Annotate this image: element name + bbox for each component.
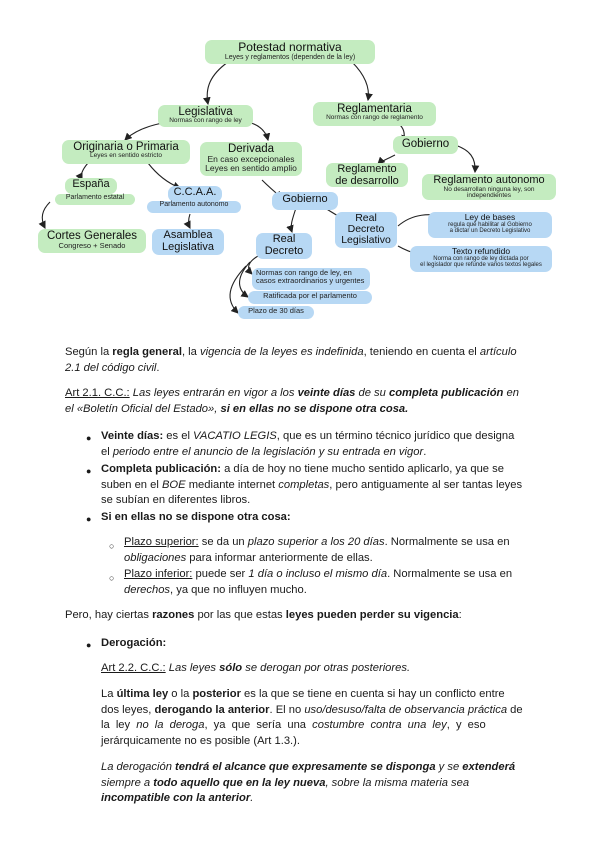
texto-refundido-sub1: Norma con rango de ley dictada por <box>433 255 529 262</box>
sub-bullet-plazo-inferior <box>124 567 560 598</box>
art-2-2-reference: Art 2.2. C.C.: <box>101 662 166 674</box>
p5-f: dos leyes, <box>101 703 155 716</box>
sub-bullet-plazo-superior <box>124 535 560 566</box>
p1-c: , la <box>181 346 200 358</box>
reglamento-autonomo-title: Reglamento autonomo <box>433 174 545 186</box>
ley-bases-sub1: regula qué habilitar al Gobierno <box>448 221 532 228</box>
originaria-sub: Leyes en sentido estricto <box>90 152 162 160</box>
p2-a: Las leyes entrarán en vigor a los <box>129 387 298 399</box>
p5-l: no la deroga <box>136 719 205 732</box>
p2-d: completa publicación <box>388 387 504 399</box>
paragraph-art-2-1 <box>65 386 560 417</box>
potestad-title: Potestad normativa <box>238 40 342 54</box>
rdl-line1: Real <box>355 212 377 224</box>
node-gobierno-derivada <box>272 192 338 210</box>
reglamento-autonomo-sub1: No desarrollan ninguna ley, son <box>443 185 535 193</box>
p3-b: razones <box>152 609 195 621</box>
gobierno-der-title: Gobierno <box>282 193 328 205</box>
cortes-title: Cortes Generales <box>46 230 138 242</box>
p1-h: . <box>156 361 160 374</box>
s2-d: . Normalmente se usa en <box>387 568 513 580</box>
p1-g: 2.1 del código civil <box>65 361 157 374</box>
node-originaria <box>62 140 190 164</box>
b1-g: . <box>423 445 427 458</box>
asamblea-line1: Asamblea <box>163 229 213 241</box>
arrow-originaria-ccaa <box>148 163 180 188</box>
derivada-sub1: En caso excepcionales <box>207 154 295 165</box>
bullet-dot: ● <box>86 640 92 650</box>
b1-a: Veinte días: <box>101 430 164 442</box>
node-cortes-generales <box>38 229 146 253</box>
derivada-title: Derivada <box>227 143 275 155</box>
b2-d: BOE <box>161 478 186 491</box>
p6-h: incompatible con la anterior <box>101 792 251 805</box>
b2-f: completas <box>278 478 330 491</box>
rd-nota3: Plazo de 30 días <box>248 306 304 315</box>
p2-e: en <box>503 387 519 399</box>
node-reglamentaria <box>313 102 436 126</box>
node-reglamento-desarrollo <box>326 163 408 187</box>
p2-f: el «Boletín Oficial del Estado», <box>65 402 221 415</box>
reglamento-desarrollo-line2: de desarrollo <box>335 174 399 187</box>
arrow-ccaa-asamblea <box>189 214 191 228</box>
p6-g: , sobre la misma materia sea <box>325 776 470 789</box>
arrow-espana-cortes <box>42 202 50 228</box>
node-rd-ratificada <box>248 291 372 304</box>
p6-c: y se <box>435 761 463 773</box>
node-ccaa <box>168 186 222 202</box>
p6-a: La derogación <box>101 761 176 773</box>
paragraph-razones <box>65 608 560 624</box>
s1-b: se da un <box>198 536 248 548</box>
rdl-line2: Decreto <box>347 223 385 236</box>
rd-nota1-line2: casos extraordinarios y urgentes <box>256 275 365 285</box>
p5-e: es la que se tiene en cuenta si hay un conflicto entre <box>240 688 505 700</box>
p5-h: . El no <box>269 703 305 716</box>
arrow-gobierno-realdecreto <box>291 208 296 232</box>
p5-a: La <box>101 688 117 700</box>
ley-bases-title: Ley de bases <box>464 212 516 222</box>
ccaa-sub: Parlamento autonomo <box>159 201 229 208</box>
node-rd-plazo <box>238 306 314 319</box>
p6-d: extenderá <box>462 761 516 773</box>
s2-f: , ya que no influyen mucho. <box>170 583 307 596</box>
node-ley-de-bases <box>428 212 552 238</box>
b2-h: se subían en diferentes libros. <box>101 494 251 507</box>
arrow-root-reglamentaria <box>352 62 368 100</box>
p6-b: tendrá el alcance que expresamente se disponga <box>175 761 436 773</box>
rdl-line3: Legislativo <box>341 234 391 247</box>
p5-k: la ley <box>101 719 137 732</box>
node-gobierno-reglamentario <box>393 136 458 154</box>
s1-c: plazo superior a los 20 días <box>247 536 385 548</box>
p1-b: regla general <box>112 346 182 358</box>
reglamentaria-title: Reglamentaria <box>337 103 412 115</box>
node-potestad-normativa <box>205 40 375 64</box>
legislativa-title: Legislativa <box>178 106 233 118</box>
p5-n: costumbre contra una ley <box>312 719 447 732</box>
p2-g: si en ellas no se dispone otra cosa. <box>220 402 409 415</box>
legislativa-sub: Normas con rango de ley <box>169 117 242 125</box>
node-reglamento-autonomo <box>422 174 556 200</box>
s2-e: derechos <box>124 583 171 596</box>
rd-nota2: Ratificada por el parlamento <box>263 291 357 300</box>
node-real-decreto-legislativo <box>335 212 397 248</box>
p5-o: , y eso <box>446 719 486 732</box>
node-parlamento-estatal <box>55 194 135 205</box>
node-espana <box>65 178 117 194</box>
node-derivada <box>200 142 302 176</box>
reglamentaria-sub: Normas con rango de reglamento <box>326 114 423 122</box>
art-2-1-reference: Art 2.1. C.C.: <box>65 387 130 399</box>
p5-q: jerárquicamente no es posible (Art 1.3.). <box>101 734 300 747</box>
paragraph-art-2-2 <box>101 661 561 677</box>
bullet-veinte-dias <box>101 429 561 460</box>
node-rd-extraordinarios <box>252 268 370 290</box>
b2-g: , pero antiguamente al ser tantas leyes <box>329 478 523 491</box>
p5-c: o la <box>168 688 193 700</box>
node-parlamento-autonomo <box>147 201 241 213</box>
real-decreto-line2: Decreto <box>264 244 304 257</box>
p3-d: leyes pueden perder su vigencia <box>285 609 459 621</box>
p6-f: todo aquello que en la ley nueva <box>153 776 326 789</box>
p5-d: posterior <box>192 688 241 700</box>
p5-m: , ya que sería una <box>204 719 313 732</box>
p1-d: vigencia de la leyes es indefinida <box>199 346 364 358</box>
reglamento-autonomo-sub2: independientes <box>466 192 512 200</box>
reglamento-desarrollo-line1: Reglamento <box>337 163 397 175</box>
p6-e: siempre a <box>101 776 154 789</box>
node-asamblea-legislativa <box>152 229 224 255</box>
p3-c: por las que estas <box>194 609 286 621</box>
s2-a: Plazo inferior: <box>124 568 193 580</box>
s2-b: puede ser <box>192 568 249 580</box>
ccaa-title: C.C.A.A. <box>173 186 217 198</box>
s1-d: . Normalmente se usa en <box>384 536 510 548</box>
arrow-root-legislativa <box>207 62 228 104</box>
p5-i: uso/desuso/falta de observancia práctica <box>304 703 508 716</box>
node-real-decreto <box>256 233 312 259</box>
b2-b: a día de hoy no tiene mucho sentido aplicarlo, ya que se <box>220 463 504 475</box>
bullet-circle: ○ <box>109 573 115 583</box>
espana-title: España <box>72 178 110 190</box>
bullet-si-en-ellas <box>101 510 561 526</box>
rd-nota1-line1: Normas con rango de ley, en <box>256 268 352 277</box>
originaria-title: Originaria o Primaria <box>73 141 179 153</box>
b1-c: VACATIO LEGIS <box>193 430 277 442</box>
bullet-completa-publicacion <box>101 462 561 509</box>
bullet-derogacion <box>101 636 561 652</box>
b1-b: es el <box>163 430 194 442</box>
p4-b: sólo <box>219 662 243 674</box>
p5-j: de <box>507 703 523 716</box>
paragraph-ultima-ley <box>101 687 559 749</box>
s1-a: Plazo superior: <box>124 536 199 548</box>
p4-c: se derogan por otras posteriores. <box>242 662 411 674</box>
b3-a: Si en ellas no se dispone otra cosa: <box>101 511 291 523</box>
b1-f: periodo entre el anuncio de la legislación y su entrada en vigor <box>112 445 424 458</box>
node-texto-refundido <box>410 246 552 272</box>
b1-d: , que es un término técnico jurídico que designa <box>276 430 515 442</box>
p3-a: Pero, hay ciertas <box>65 609 153 621</box>
ley-bases-sub2: a dictar un Decreto Legislativo <box>449 228 531 235</box>
b2-e: mediante internet <box>185 478 279 491</box>
s1-f: para informar anteriormente de ellas. <box>186 551 373 564</box>
derivada-sub2: Leyes en sentido amplio <box>205 162 297 173</box>
bullet-dot: ● <box>86 466 92 476</box>
p1-f: artículo <box>479 346 517 358</box>
real-decreto-line1: Real <box>272 233 296 245</box>
p5-b: última ley <box>116 688 169 700</box>
p1-e: , teniendo en cuenta el <box>363 346 480 358</box>
s1-e: obligaciones <box>124 551 187 564</box>
p2-c: de su <box>355 387 389 399</box>
paragraph-regla-general <box>65 345 560 376</box>
bullet-circle: ○ <box>109 541 115 551</box>
node-legislativa <box>158 105 253 127</box>
cortes-sub: Congreso + Senado <box>58 241 126 251</box>
b1-e: el <box>101 445 113 458</box>
p6-i: . <box>250 792 254 805</box>
p1-a: Según la <box>65 346 113 358</box>
bullet-dot: ● <box>86 514 92 524</box>
b4-a: Derogación: <box>101 637 167 649</box>
p5-g: derogando la anterior <box>154 703 270 716</box>
s2-c: 1 día o incluso el mismo día <box>248 568 388 580</box>
texto-refundido-sub2: el legislador que refunde varios textos legales <box>420 262 542 269</box>
bullet-dot: ● <box>86 433 92 443</box>
p3-e: : <box>458 609 462 621</box>
b2-a: Completa publicación: <box>101 463 221 475</box>
b2-c: suben en el <box>101 478 162 491</box>
gobierno-reg-title: Gobierno <box>401 138 450 150</box>
asamblea-line2: Legislativa <box>162 240 214 253</box>
espana-sub: Parlamento estatal <box>65 194 125 201</box>
paragraph-alcance-derogacion <box>101 760 559 807</box>
texto-refundido-title: Texto refundido <box>451 246 511 256</box>
concept-map <box>0 0 600 330</box>
arrow-gobierno-autonomo <box>455 145 475 172</box>
potestad-sub: Leyes y reglamentos (dependen de la ley) <box>224 53 356 61</box>
p4-a: Las leyes <box>165 662 220 674</box>
p2-b: veinte días <box>297 387 356 399</box>
